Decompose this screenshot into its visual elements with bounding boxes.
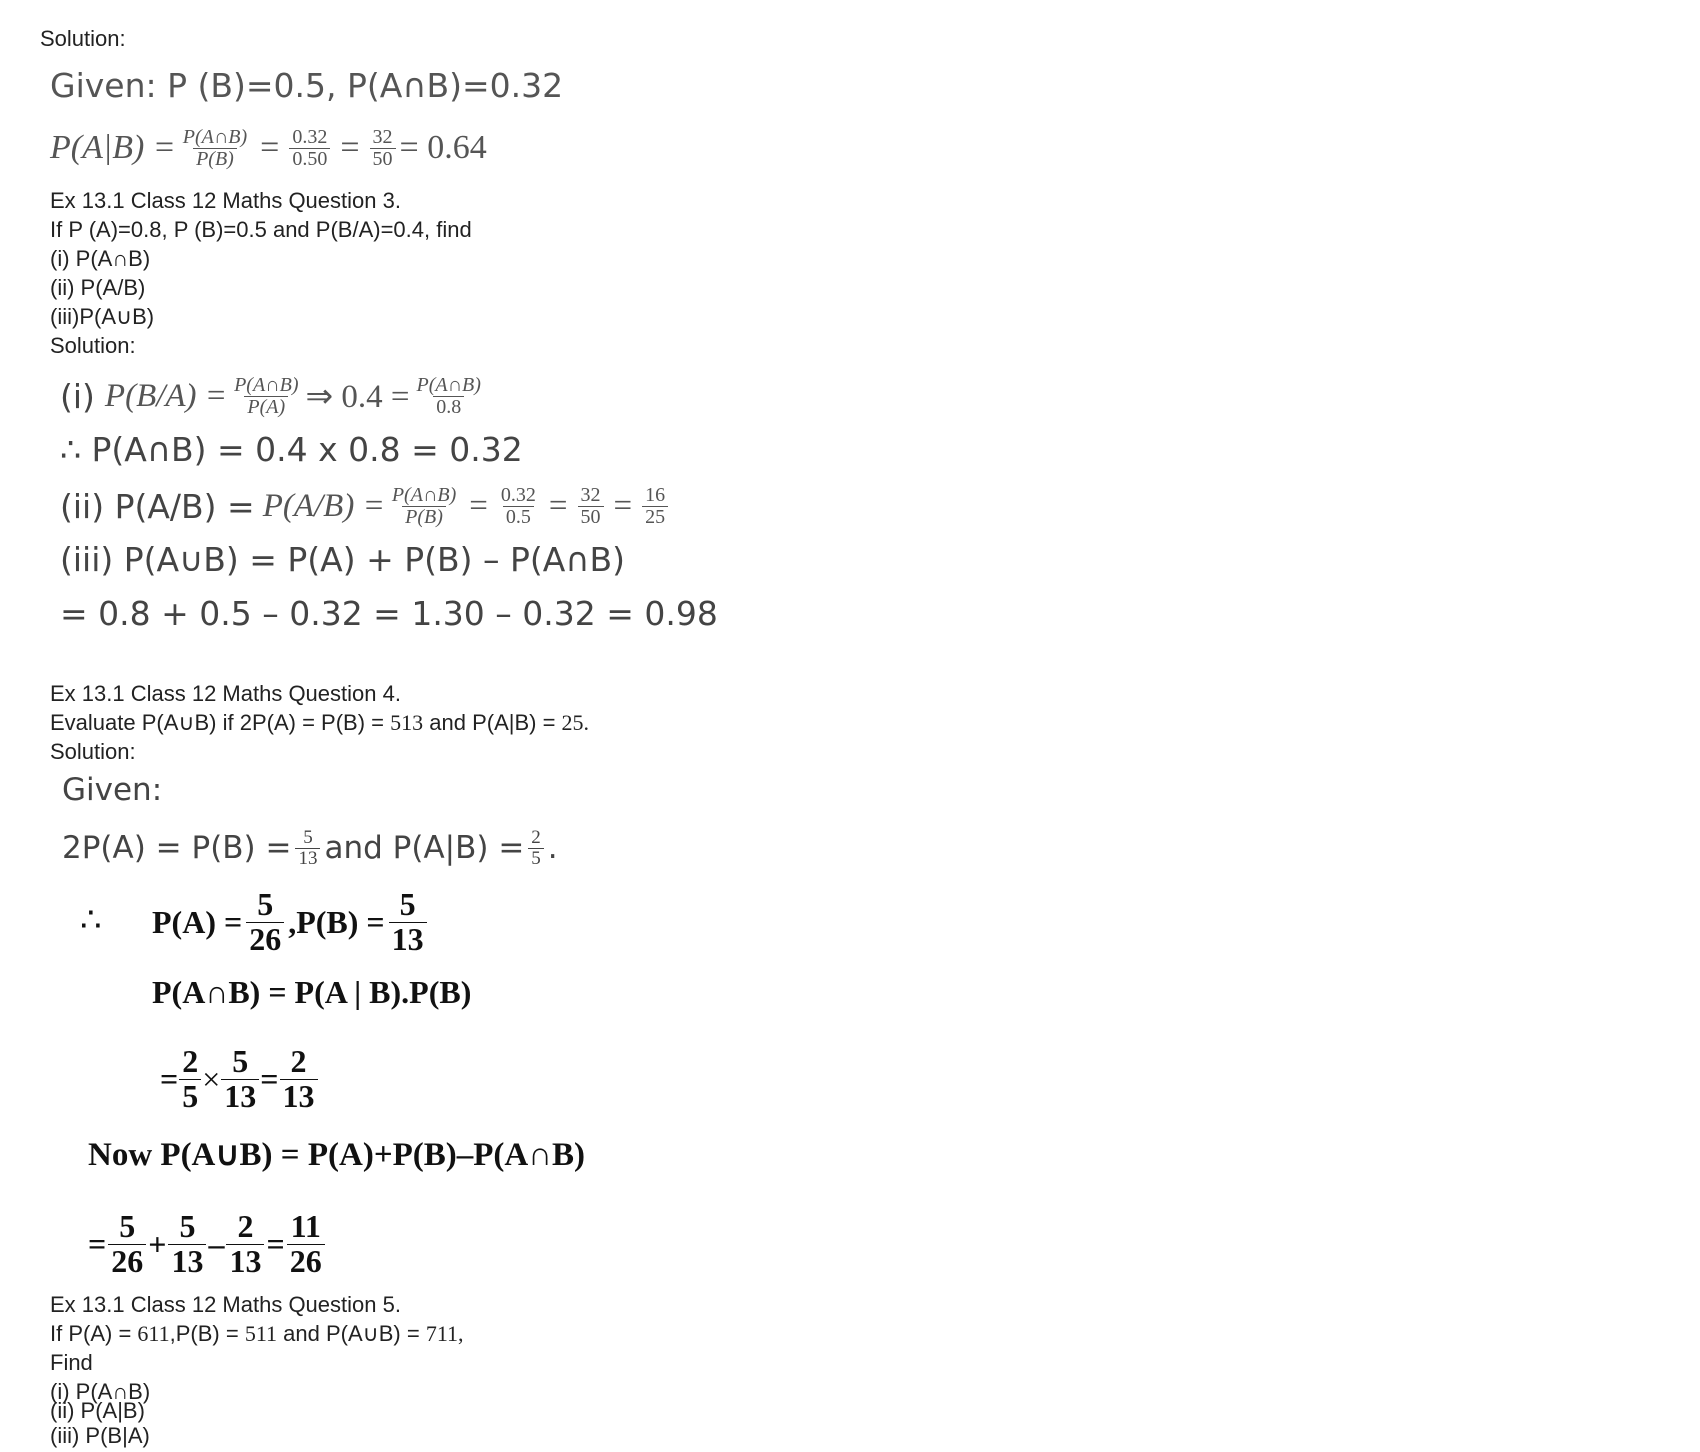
q5-heading: Ex 13.1 Class 12 Maths Question 5. (50, 1292, 401, 1317)
fraction-2-denominator: 0.50 (289, 148, 330, 170)
q4-given-line-mid: and P(A|B) = (324, 830, 525, 866)
formula-result: = 0.64 (399, 129, 487, 166)
q3-step-1 (60, 368, 488, 424)
q4-pb-fraction (389, 885, 427, 957)
therefore-symbol: ∴ (80, 902, 102, 939)
q4-calc-fraction-1 (179, 1042, 201, 1114)
q3-part-i: (i) P(A∩B) (50, 246, 151, 271)
q3-step-1-fraction-1-denominator: P(A) (244, 396, 288, 418)
q4-calc-equals: = (160, 1060, 179, 1097)
q3-step-3-fraction-2 (498, 485, 539, 528)
q4-final-equals: = (88, 1225, 107, 1262)
q3-step-3-fraction-3 (578, 485, 604, 528)
q4-pb-numerator: 5 (399, 885, 416, 922)
q4-pb-label: ,P(B) = (288, 903, 385, 940)
q3-part-ii: (ii) P(A/B) (50, 275, 146, 300)
q3-step-3-fraction-3-numerator: 32 (580, 483, 601, 506)
conditional-probability-formula: P(A|B) = $\frac{P(A\cap B)}{P(B)}$ = $\frac{0.32}{0.50}$ = $\frac{32}{50}$ = 0.64 (50, 125, 487, 170)
q4-calc-fraction-2 (221, 1042, 259, 1114)
q4-pa-label: P(A) = (152, 903, 243, 940)
q5-statement-mid-1: ,P(B) = (169, 1321, 239, 1346)
q4-given-line-pre: 2P(A) = P(B) = (62, 830, 292, 866)
q3-part-iii: (iii)P(A∪B) (50, 304, 155, 329)
q3-step-3-fraction-3-denominator: 50 (578, 506, 604, 528)
formula-lhs: P(A|B) = (50, 129, 176, 166)
q4-given-line (62, 820, 558, 876)
q4-pa-fraction (246, 885, 284, 957)
q5-statement-end: , (458, 1321, 464, 1346)
q5-part-iii: (iii) P(B|A) (50, 1423, 150, 1448)
q4-pa-pb-line (152, 876, 431, 968)
q3-statement: If P (A)=0.8, P (B)=0.5 and P(B/A)=0.4, find (50, 217, 472, 242)
q4-given-label: Given: (62, 772, 163, 808)
q3-step-3-fraction-1-numerator: P(A∩B) (391, 483, 457, 506)
q4-statement-mid: and P(A|B) = (429, 710, 556, 735)
q3-step-3: (ii) P(A/B) = P(A/B) = $\frac{P(A\cap B)}{P(B)}$ = $\frac{0.32}{0.5}$ = $\frac{32}{50}$ = $\frac{16}{25}$ (60, 478, 672, 534)
q5-part-i: (i) P(A∩B) (50, 1379, 151, 1404)
q3-heading: Ex 13.1 Class 12 Maths Question 3. (50, 188, 401, 213)
q5-find: Find (50, 1350, 93, 1375)
q4-calc-times: × (202, 1060, 221, 1097)
q4-given-line-end: . (547, 830, 558, 866)
q3-step-4: (iii) P(A∪B) = P(A) + P(B) – P(A∩B) (60, 540, 626, 579)
q3-step-1-mid: ⇒ 0.4 = (305, 379, 410, 415)
q3-step-3-fraction-1 (389, 485, 459, 528)
q3-step-3-fraction-2-numerator: 0.32 (500, 483, 536, 506)
q4-final-plus: + (148, 1225, 167, 1262)
q4-given-fraction-2-numerator: 2 (531, 826, 541, 848)
q5-statement-mid-2: and P(A∪B) = (283, 1321, 420, 1346)
q4-calc-fraction-2-numerator: 5 (232, 1042, 249, 1079)
q5-statement-pre: If P(A) = (50, 1321, 132, 1346)
q4-calc-line (160, 1032, 319, 1126)
fraction-1-denominator: P(B) (193, 148, 237, 170)
fraction-1 (180, 127, 250, 170)
q3-step-3-fraction-4-denominator: 25 (642, 506, 668, 528)
q4-final-minus: – (208, 1225, 225, 1262)
fraction-3-denominator: 50 (370, 148, 396, 170)
q3-step-3-lhs: P(A/B) = (262, 487, 385, 524)
q5-statement-value-1: 611 (137, 1321, 170, 1346)
q4-final-line (88, 1196, 327, 1292)
q4-solution-label: Solution: (50, 739, 136, 764)
q5-statement-value-2: 511 (244, 1321, 277, 1346)
q4-statement-value-2: 25 (561, 710, 584, 735)
q3-step-3-fraction-1-denominator: P(B) (402, 506, 446, 528)
fraction-3 (370, 127, 396, 170)
q3-step-3-fraction-4 (642, 485, 668, 528)
fraction-3-numerator: 32 (372, 125, 393, 148)
q3-step-1-lhs: P(B/A) = (104, 377, 228, 414)
q4-statement-end: . (583, 710, 590, 735)
q4-statement-pre: Evaluate P(A∪B) if 2P(A) = P(B) = (50, 710, 384, 735)
q5-part-ii: (ii) P(A|B) (50, 1398, 145, 1423)
q3-step-1-fraction-2-numerator: P(A∩B) (416, 373, 481, 396)
q4-final-equals-2: = (266, 1225, 285, 1262)
q5-statement-value-3: 711 (425, 1321, 458, 1346)
q4-pab-line: P(A∩B) = P(A | B).P(B) (152, 974, 472, 1010)
q4-final-fraction-4-numerator: 11 (290, 1207, 321, 1244)
q4-final-fraction-2-denominator: 13 (168, 1244, 206, 1279)
given-line: Given: P (B)=0.5, P(A∩B)=0.32 (50, 66, 564, 105)
q4-final-fraction-4-denominator: 26 (287, 1244, 325, 1279)
q3-step-5: = 0.8 + 0.5 – 0.32 = 1.30 – 0.32 = 0.98 (60, 594, 718, 633)
q4-final-fraction-3 (226, 1207, 264, 1279)
q4-given-fraction-2-denominator: 5 (528, 848, 544, 869)
fraction-2-numerator: 0.32 (292, 125, 328, 148)
q3-solution-label: Solution: (50, 333, 136, 358)
q4-pa-numerator: 5 (257, 885, 274, 922)
q4-given-fraction-1-numerator: 5 (303, 826, 313, 848)
q4-final-fraction-2 (168, 1207, 206, 1279)
q4-calc-equals-2: = (260, 1060, 279, 1097)
q4-statement (50, 708, 589, 737)
q3-step-1-fraction-1 (231, 375, 301, 418)
fraction-1-numerator: P(A∩B) (182, 125, 248, 148)
q3-step-1-prefix: (i) (60, 376, 95, 416)
q4-calc-fraction-2-denominator: 13 (221, 1079, 259, 1114)
q4-pa-denominator: 26 (246, 922, 284, 957)
fraction-2 (289, 127, 330, 170)
q4-calc-fraction-3 (280, 1042, 318, 1114)
q4-given-fraction-2 (528, 828, 544, 869)
q4-given-fraction-1-denominator: 13 (295, 848, 320, 869)
q4-pb-denominator: 13 (389, 922, 427, 957)
q4-heading: Ex 13.1 Class 12 Maths Question 4. (50, 681, 401, 706)
q4-statement-value-1: 513 (390, 710, 424, 735)
q3-step-2: ∴ P(A∩B) = 0.4 x 0.8 = 0.32 (60, 430, 523, 469)
q4-calc-fraction-3-denominator: 13 (280, 1079, 318, 1114)
q4-final-fraction-3-numerator: 2 (237, 1207, 254, 1244)
q3-step-1-fraction-2-denominator: 0.8 (433, 396, 464, 418)
q4-now-line: Now P(A∪B) = P(A)+P(B)–P(A∩B) (88, 1137, 585, 1173)
q4-final-fraction-1 (108, 1207, 146, 1279)
solution-label: Solution: (40, 26, 126, 51)
q4-final-fraction-3-denominator: 13 (226, 1244, 264, 1279)
q4-given-fraction-1 (295, 828, 320, 869)
q4-final-fraction-1-numerator: 5 (119, 1207, 136, 1244)
q4-calc-fraction-1-denominator: 5 (179, 1079, 201, 1114)
q4-calc-fraction-1-numerator: 2 (182, 1042, 199, 1079)
q3-step-3-prefix: (ii) P(A/B) = (60, 486, 255, 526)
q4-calc-fraction-3-numerator: 2 (290, 1042, 307, 1079)
q3-step-3-fraction-4-numerator: 16 (645, 483, 666, 506)
q4-final-fraction-1-denominator: 26 (108, 1244, 146, 1279)
q3-step-1-fraction-2 (414, 375, 484, 418)
q3-step-1-fraction-1-numerator: P(A∩B) (234, 373, 299, 396)
q4-final-fraction-4 (287, 1207, 325, 1279)
q5-statement (50, 1319, 464, 1348)
q4-final-fraction-2-numerator: 5 (179, 1207, 196, 1244)
q3-step-3-fraction-2-denominator: 0.5 (503, 506, 534, 528)
